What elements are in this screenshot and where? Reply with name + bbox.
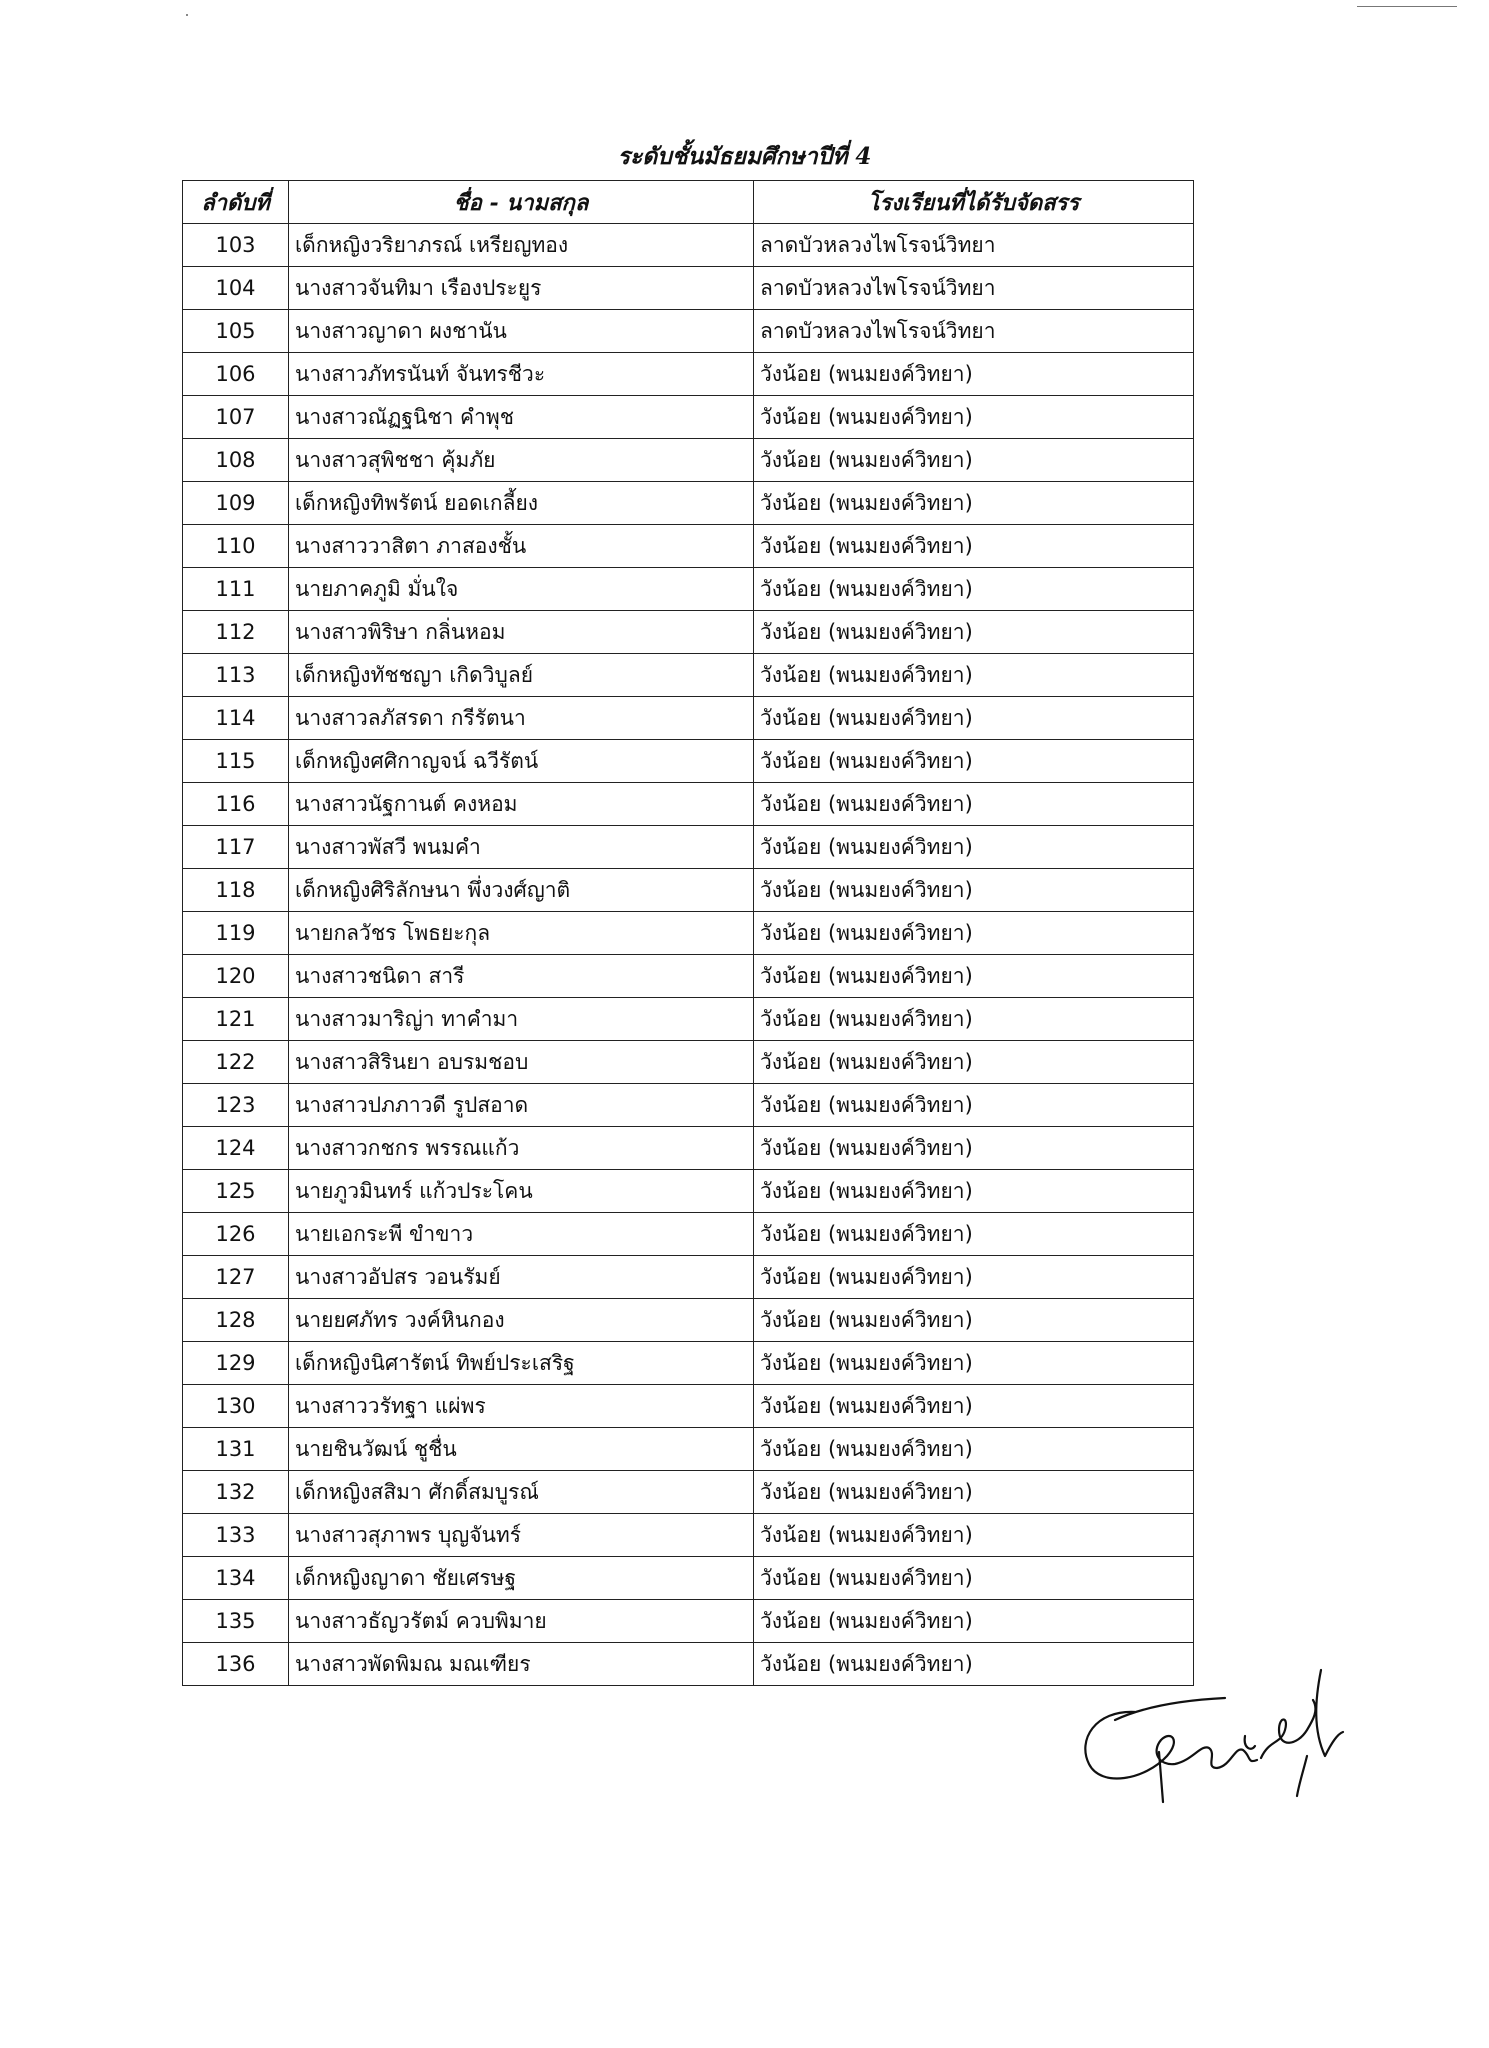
row-name-cell: นายภูวมินทร์ แก้วประโคน	[289, 1170, 754, 1213]
table-row	[183, 1127, 1194, 1170]
row-order-cell: 134	[183, 1557, 289, 1600]
row-order-cell: 109	[183, 482, 289, 525]
table-row	[183, 1428, 1194, 1471]
row-order-cell: 127	[183, 1256, 289, 1299]
row-order-cell: 120	[183, 955, 289, 998]
row-order-cell: 132	[183, 1471, 289, 1514]
row-name-cell: นางสาวภัทรนันท์ จันทรชีวะ	[289, 353, 754, 396]
row-name-cell: นางสาวพัสวี พนมคำ	[289, 826, 754, 869]
table-row	[183, 1299, 1194, 1342]
row-school-cell: วังน้อย (พนมยงค์วิทยา)	[754, 912, 1194, 955]
row-school-cell: วังน้อย (พนมยงค์วิทยา)	[754, 1557, 1194, 1600]
row-name-cell: เด็กหญิงนิศารัตน์ ทิพย์ประเสริฐ	[289, 1342, 754, 1385]
row-school-cell: วังน้อย (พนมยงค์วิทยา)	[754, 1428, 1194, 1471]
row-name-cell: นางสาวกชกร พรรณแก้ว	[289, 1127, 754, 1170]
row-school-cell: วังน้อย (พนมยงค์วิทยา)	[754, 1385, 1194, 1428]
row-name-cell: นายเอกระพี ขำขาว	[289, 1213, 754, 1256]
row-name-cell: เด็กหญิงวริยาภรณ์ เหรียญทอง	[289, 224, 754, 267]
table-row	[183, 1471, 1194, 1514]
row-school-cell: วังน้อย (พนมยงค์วิทยา)	[754, 1514, 1194, 1557]
table-row	[183, 697, 1194, 740]
row-school-cell: วังน้อย (พนมยงค์วิทยา)	[754, 482, 1194, 525]
table-row	[183, 396, 1194, 439]
row-order-cell: 112	[183, 611, 289, 654]
row-school-cell: ลาดบัวหลวงไพโรจน์วิทยา	[754, 224, 1194, 267]
table-row	[183, 1342, 1194, 1385]
row-order-cell: 131	[183, 1428, 289, 1471]
row-school-cell: วังน้อย (พนมยงค์วิทยา)	[754, 353, 1194, 396]
row-order-cell: 130	[183, 1385, 289, 1428]
row-name-cell: นางสาวพิริษา กลิ่นหอม	[289, 611, 754, 654]
table-row	[183, 783, 1194, 826]
row-school-cell: วังน้อย (พนมยงค์วิทยา)	[754, 1600, 1194, 1643]
table-row	[183, 568, 1194, 611]
row-school-cell: วังน้อย (พนมยงค์วิทยา)	[754, 1299, 1194, 1342]
row-name-cell: นางสาวธัญวรัตม์ ควบพิมาย	[289, 1600, 754, 1643]
table-row	[183, 826, 1194, 869]
signature	[1075, 1660, 1355, 1810]
row-name-cell: นางสาวนัฐกานต์ คงหอม	[289, 783, 754, 826]
header-order: ลำดับที่	[183, 181, 289, 224]
row-name-cell: นางสาวชนิดา สารี	[289, 955, 754, 998]
row-name-cell: นางสาวสิรินยา อบรมชอบ	[289, 1041, 754, 1084]
table-row	[183, 611, 1194, 654]
row-order-cell: 133	[183, 1514, 289, 1557]
table-row	[183, 740, 1194, 783]
table-body	[183, 224, 1194, 1686]
row-order-cell: 126	[183, 1213, 289, 1256]
row-order-cell: 121	[183, 998, 289, 1041]
scan-artifact-dot	[186, 14, 188, 16]
row-school-cell: วังน้อย (พนมยงค์วิทยา)	[754, 1256, 1194, 1299]
table-row	[183, 353, 1194, 396]
table-row	[183, 1084, 1194, 1127]
row-school-cell: ลาดบัวหลวงไพโรจน์วิทยา	[754, 267, 1194, 310]
row-order-cell: 113	[183, 654, 289, 697]
row-name-cell: นางสาวสุภาพร บุญจันทร์	[289, 1514, 754, 1557]
row-order-cell: 117	[183, 826, 289, 869]
row-school-cell: วังน้อย (พนมยงค์วิทยา)	[754, 396, 1194, 439]
row-order-cell: 124	[183, 1127, 289, 1170]
row-school-cell: วังน้อย (พนมยงค์วิทยา)	[754, 697, 1194, 740]
header-allocated-school: โรงเรียนที่ได้รับจัดสรร	[754, 181, 1194, 224]
row-order-cell: 116	[183, 783, 289, 826]
row-school-cell: วังน้อย (พนมยงค์วิทยา)	[754, 955, 1194, 998]
row-name-cell: เด็กหญิงสสิมา ศักดิ์สมบูรณ์	[289, 1471, 754, 1514]
table-row	[183, 267, 1194, 310]
row-name-cell: เด็กหญิงศิริลักษนา พึ่งวงศ์ญาติ	[289, 869, 754, 912]
row-order-cell: 107	[183, 396, 289, 439]
row-name-cell: นางสาวมาริญ่า ทาคำมา	[289, 998, 754, 1041]
table-row	[183, 482, 1194, 525]
table-row	[183, 1557, 1194, 1600]
row-name-cell: นางสาวลภัสรดา กรีรัตนา	[289, 697, 754, 740]
row-school-cell: วังน้อย (พนมยงค์วิทยา)	[754, 1041, 1194, 1084]
table-row	[183, 1600, 1194, 1643]
row-name-cell: นางสาวพัดพิมณ มณเฑียร	[289, 1643, 754, 1686]
row-school-cell: วังน้อย (พนมยงค์วิทยา)	[754, 826, 1194, 869]
row-order-cell: 122	[183, 1041, 289, 1084]
row-order-cell: 115	[183, 740, 289, 783]
row-name-cell: เด็กหญิงศศิกาญจน์ ฉวีรัตน์	[289, 740, 754, 783]
row-order-cell: 135	[183, 1600, 289, 1643]
row-school-cell: วังน้อย (พนมยงค์วิทยา)	[754, 525, 1194, 568]
row-school-cell: วังน้อย (พนมยงค์วิทยา)	[754, 439, 1194, 482]
row-name-cell: นางสาววาสิตา ภาสองชั้น	[289, 525, 754, 568]
table-row	[183, 1643, 1194, 1686]
row-name-cell: นางสาวจันทิมา เรืองประยูร	[289, 267, 754, 310]
table-row	[183, 654, 1194, 697]
row-name-cell: นางสาวญาดา ผงชานัน	[289, 310, 754, 353]
row-order-cell: 103	[183, 224, 289, 267]
table-row	[183, 525, 1194, 568]
row-name-cell: เด็กหญิงทิพรัตน์ ยอดเกลี้ยง	[289, 482, 754, 525]
row-order-cell: 123	[183, 1084, 289, 1127]
student-allocation-table	[182, 180, 1194, 1686]
row-name-cell: นายชินวัฒน์ ชูชื่น	[289, 1428, 754, 1471]
table-row	[183, 869, 1194, 912]
row-school-cell: วังน้อย (พนมยงค์วิทยา)	[754, 1643, 1194, 1686]
row-order-cell: 119	[183, 912, 289, 955]
row-name-cell: เด็กหญิงญาดา ชัยเศรษฐ	[289, 1557, 754, 1600]
row-name-cell: นางสาวสุพิชชา คุ้มภัย	[289, 439, 754, 482]
row-order-cell: 129	[183, 1342, 289, 1385]
row-school-cell: วังน้อย (พนมยงค์วิทยา)	[754, 1084, 1194, 1127]
table-header-row	[183, 181, 1194, 224]
row-school-cell: วังน้อย (พนมยงค์วิทยา)	[754, 1471, 1194, 1514]
row-name-cell: นางสาวอัปสร วอนรัมย์	[289, 1256, 754, 1299]
row-order-cell: 108	[183, 439, 289, 482]
table-row	[183, 1514, 1194, 1557]
table-row	[183, 1213, 1194, 1256]
table-row	[183, 1385, 1194, 1428]
row-name-cell: นางสาววรัทฐา แผ่พร	[289, 1385, 754, 1428]
row-school-cell: วังน้อย (พนมยงค์วิทยา)	[754, 869, 1194, 912]
table-row	[183, 1170, 1194, 1213]
table-row	[183, 310, 1194, 353]
row-school-cell: วังน้อย (พนมยงค์วิทยา)	[754, 783, 1194, 826]
row-school-cell: วังน้อย (พนมยงค์วิทยา)	[754, 740, 1194, 783]
row-order-cell: 104	[183, 267, 289, 310]
row-order-cell: 125	[183, 1170, 289, 1213]
row-school-cell: วังน้อย (พนมยงค์วิทยา)	[754, 1170, 1194, 1213]
row-order-cell: 106	[183, 353, 289, 396]
row-order-cell: 118	[183, 869, 289, 912]
row-school-cell: วังน้อย (พนมยงค์วิทยา)	[754, 568, 1194, 611]
page-title: ระดับชั้นมัธยมศึกษาปีที่ 4	[617, 143, 872, 170]
scan-artifact-line	[1357, 6, 1457, 7]
row-name-cell: เด็กหญิงทัชชญา เกิดวิบูลย์	[289, 654, 754, 697]
row-school-cell: ลาดบัวหลวงไพโรจน์วิทยา	[754, 310, 1194, 353]
table-row	[183, 439, 1194, 482]
row-school-cell: วังน้อย (พนมยงค์วิทยา)	[754, 654, 1194, 697]
row-name-cell: นายกลวัชร โพธยะกุล	[289, 912, 754, 955]
row-order-cell: 136	[183, 1643, 289, 1686]
row-order-cell: 110	[183, 525, 289, 568]
row-order-cell: 111	[183, 568, 289, 611]
row-name-cell: นางสาวปภภาวดี รูปสอาด	[289, 1084, 754, 1127]
row-name-cell: นางสาวณัฏฐนิชา คำพุช	[289, 396, 754, 439]
table-row	[183, 1256, 1194, 1299]
row-school-cell: วังน้อย (พนมยงค์วิทยา)	[754, 998, 1194, 1041]
table-row	[183, 998, 1194, 1041]
row-name-cell: นายภาคภูมิ มั่นใจ	[289, 568, 754, 611]
table-row	[183, 955, 1194, 998]
header-full-name: ชื่อ - นามสกุล	[289, 181, 754, 224]
row-name-cell: นายยศภัทร วงค์หินกอง	[289, 1299, 754, 1342]
row-school-cell: วังน้อย (พนมยงค์วิทยา)	[754, 1213, 1194, 1256]
row-school-cell: วังน้อย (พนมยงค์วิทยา)	[754, 1127, 1194, 1170]
row-order-cell: 105	[183, 310, 289, 353]
table-row	[183, 224, 1194, 267]
row-order-cell: 114	[183, 697, 289, 740]
row-order-cell: 128	[183, 1299, 289, 1342]
table-row	[183, 912, 1194, 955]
table-row	[183, 1041, 1194, 1084]
row-school-cell: วังน้อย (พนมยงค์วิทยา)	[754, 1342, 1194, 1385]
row-school-cell: วังน้อย (พนมยงค์วิทยา)	[754, 611, 1194, 654]
